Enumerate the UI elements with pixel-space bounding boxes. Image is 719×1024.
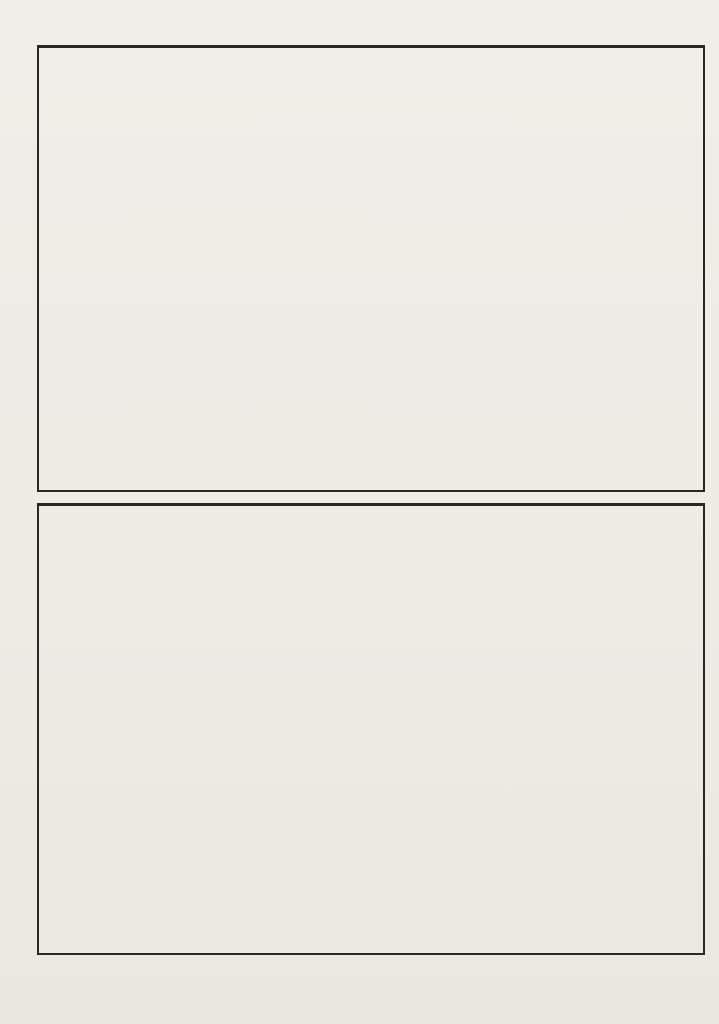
roster-columns-top	[39, 48, 703, 490]
roster-columns-bottom	[39, 506, 703, 953]
roster-table-top	[37, 45, 705, 492]
roster-table-bottom	[37, 503, 705, 955]
